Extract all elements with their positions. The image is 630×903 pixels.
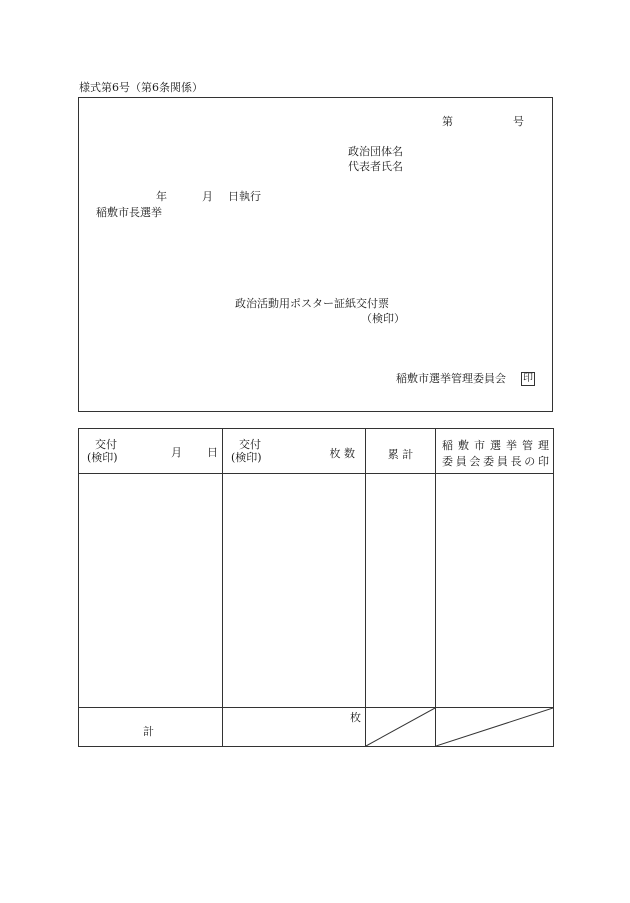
certificate-title: 政治活動用ポスター証紙交付票 (235, 297, 389, 310)
col4-line1: 稲敷市選挙管理 (442, 439, 549, 452)
total-count-cell (223, 708, 366, 747)
col4-label (442, 438, 549, 470)
org-name-label: 政治団体名 (348, 145, 403, 158)
form-label: 様式第6号（第6条関係） (79, 81, 203, 94)
diagonal-slash (436, 708, 553, 746)
total-unit: 枚 (350, 711, 361, 724)
col1-day: 日 (207, 446, 218, 459)
col1-sub: (検印) (87, 450, 118, 464)
diagonal-slash (366, 708, 435, 746)
date-day-exec: 日執行 (228, 190, 261, 203)
total-cumulative-cell (366, 708, 436, 747)
header-date-cell (79, 429, 223, 474)
seal-mark (521, 372, 535, 386)
committee-name: 稲敷市選挙管理委員会 (396, 372, 506, 385)
ledger-header-row (79, 429, 554, 474)
seal-char: 印 (523, 373, 533, 384)
date-month: 月 (202, 190, 213, 203)
header-count-label (231, 439, 262, 464)
header-seal-cell (436, 429, 554, 474)
ledger-table (78, 428, 554, 747)
inspection-seal-label: （検印） (361, 312, 405, 325)
header-cumulative-cell (366, 429, 436, 474)
election-name: 稲敷市長選挙 (96, 206, 162, 219)
body-cumulative-cell (366, 474, 436, 708)
total-seal-cell (436, 708, 554, 747)
col2-label: 交付 (239, 438, 261, 451)
body-count-cell (223, 474, 366, 708)
col3-label: 累 計 (387, 448, 414, 461)
total-label-cell (79, 708, 223, 747)
number-prefix: 第 (442, 115, 453, 128)
body-seal-cell (436, 474, 554, 708)
col2-sub: (検印) (231, 450, 262, 464)
ledger-total-row (79, 708, 554, 747)
col4-line2: 委員会委員長の印 (442, 454, 549, 468)
col1-month: 月 (171, 446, 182, 459)
date-year: 年 (156, 190, 167, 203)
rep-name-label: 代表者氏名 (348, 160, 403, 173)
col2-count-label: 枚 数 (329, 447, 355, 460)
body-date-cell (79, 474, 223, 708)
ledger-body-row (79, 474, 554, 708)
header-count-cell (223, 429, 366, 474)
header-date-label (87, 439, 118, 464)
certificate-box (78, 97, 553, 412)
total-label: 計 (143, 725, 154, 738)
number-suffix: 号 (513, 115, 524, 128)
col1-label: 交付 (95, 438, 117, 451)
